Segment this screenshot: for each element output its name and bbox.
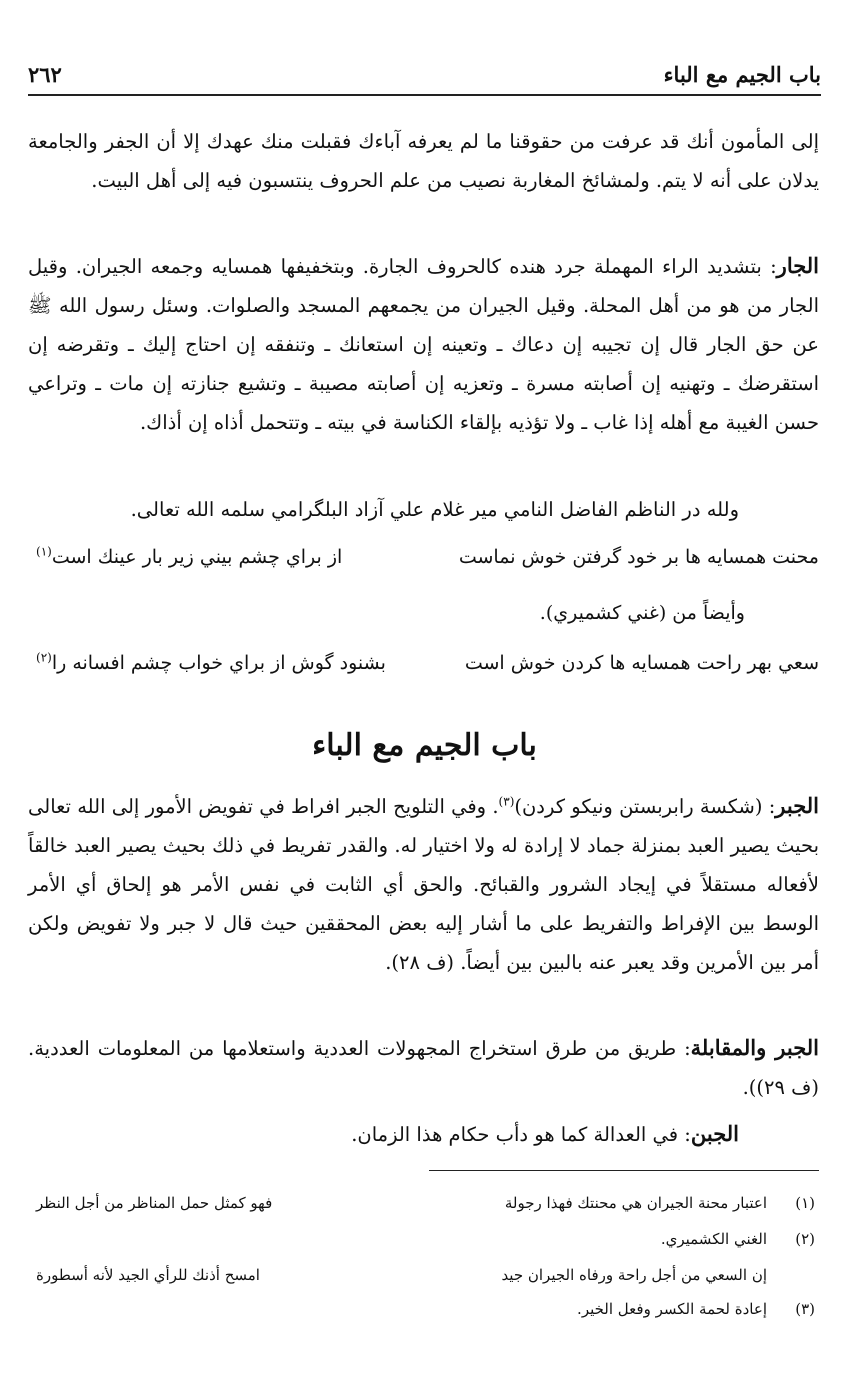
entry-jar bbox=[28, 246, 819, 442]
footnote-ref: (٣) bbox=[498, 794, 515, 809]
footnote-2-left-hemistich: امسح أذنك للرأي الجيد لأنه أسطورة bbox=[36, 1266, 260, 1284]
footnote-3-number: (٣) bbox=[795, 1300, 815, 1318]
entry-jabr bbox=[28, 786, 819, 982]
footnote-1-left-hemistich: فهو كمثل حمل المناظر من أجل النظر bbox=[36, 1194, 273, 1212]
intro-paragraph: إلى المأمون أنك قد عرفت من حقوقنا ما لم يعرفه آباءك فقبلت منك عهدك إلا أن الجفر والجامعة يدلان على أنه لا يتم. ولمشائخ المغاربة نصيب من علم الحروف ينتسبون فيه إلى أهل البيت. bbox=[28, 130, 819, 192]
footnote-2-right-hemistich: إن السعي من أجل راحة ورفاه الجيران جيد bbox=[501, 1266, 767, 1284]
footnote-ref: (٢) bbox=[36, 650, 52, 665]
verse-1-right-hemistich: محنت همسايه ها بر خود گرفتن خوش نماست bbox=[458, 546, 819, 568]
section-heading: باب الجيم مع الباء bbox=[312, 728, 537, 763]
verse-1-left-hemistich bbox=[36, 542, 342, 572]
entry-term: الجبر bbox=[775, 793, 819, 818]
verse-2-right-hemistich: سعي بهر راحت همسايه ها كردن خوش است bbox=[464, 652, 819, 674]
poem-intro: ولله در الناظم الفاضل النامي مير غلام علي آزاد البلگرامي سلمه الله تعالى. bbox=[130, 498, 739, 521]
footnote-3-text: إعادة لحمة الكسر وفعل الخير. bbox=[577, 1300, 767, 1318]
entry-jubn bbox=[28, 1114, 739, 1154]
page-number: ٢٦٢ bbox=[28, 62, 62, 87]
verse-text: بشنود گوش از براي خواب چشم افسانه را bbox=[51, 652, 386, 674]
running-header bbox=[28, 58, 821, 96]
entry-text-continued: . وفي التلويح الجبر افراط في تفويض الأمور إلى الله تعالى بحيث يصير العبد بمنزلة جماد لا إرادة له ولا اختيار له. والقدر تفريط في ذلك بحيث يصير العبد خالقاً لأفعاله مستقلاً في إيجاد الشرور والقبائح. والحق أي الثابت في نفس الأمر هو إلحاق أي الأمر الوسط بين الإفراط والتفريط على ما أشار إليه بعض المحققين حيث قال لا جبر ولا تفويض ولكن أمر بين الأمرين وقد يعبر عنه بالبين بين أيضاً. (ف ٢٨). bbox=[28, 795, 819, 974]
entry-term: الجار bbox=[776, 253, 819, 278]
verse-text: از براي چشم بيني زير بار عينك است bbox=[51, 546, 343, 568]
entry-text: : في العدالة كما هو دأب حكام هذا الزمان. bbox=[351, 1123, 691, 1146]
entry-text: : (شكسة رابربستن ونيكو كردن) bbox=[514, 795, 776, 818]
entry-term: الجبن bbox=[690, 1121, 739, 1146]
footnote-2-number: (٢) bbox=[795, 1230, 815, 1248]
entry-jabr-muqabala bbox=[28, 1028, 819, 1107]
header-title: باب الجيم مع الباء bbox=[663, 62, 821, 87]
also-line: وأيضاً من (غني كشميري). bbox=[539, 602, 745, 624]
footnote-1-number: (١) bbox=[795, 1194, 815, 1212]
entry-term: الجبر والمقابلة bbox=[690, 1035, 819, 1060]
footnote-1-right-hemistich: اعتبار محنة الجيران هي محنتك فهذا رجولة bbox=[504, 1194, 767, 1212]
footnote-2-source: الغني الكشميري. bbox=[660, 1230, 767, 1248]
footnote-ref: (١) bbox=[36, 544, 52, 559]
verse-2-left-hemistich bbox=[36, 648, 386, 678]
footnote-separator bbox=[429, 1170, 819, 1171]
entry-text: : طريق من طرق استخراج المجهولات العددية واستعلامها من المعلومات العددية. (ف ٢٩)). bbox=[28, 1037, 819, 1099]
entry-text: : بتشديد الراء المهملة جرد هنده كالحروف الجارة. وبتخفيفها همسايه وجمعه الجيران. وقيل الجار من هو من أهل المحلة. وقيل الجيران من يجمعهم المسجد والصلوات. وسئل رسول الله ﷺ عن حق الجار قال إن تجيبه إن دعاك ـ وتعينه إن استعانك ـ وتنفقه إن احتاج إليك ـ وتقرضه إن استقرضك ـ وتهنيه إن أصابته مسرة ـ وتعزيه إن أصابته مصيبة ـ وتشيع جنازته إن مات ـ وتراعي حسن الغيبة مع أهله إذا غاب ـ ولا تؤذيه بإلقاء الكناسة في بيته ـ وتتحمل أذاه إن أذاك. bbox=[28, 255, 819, 434]
